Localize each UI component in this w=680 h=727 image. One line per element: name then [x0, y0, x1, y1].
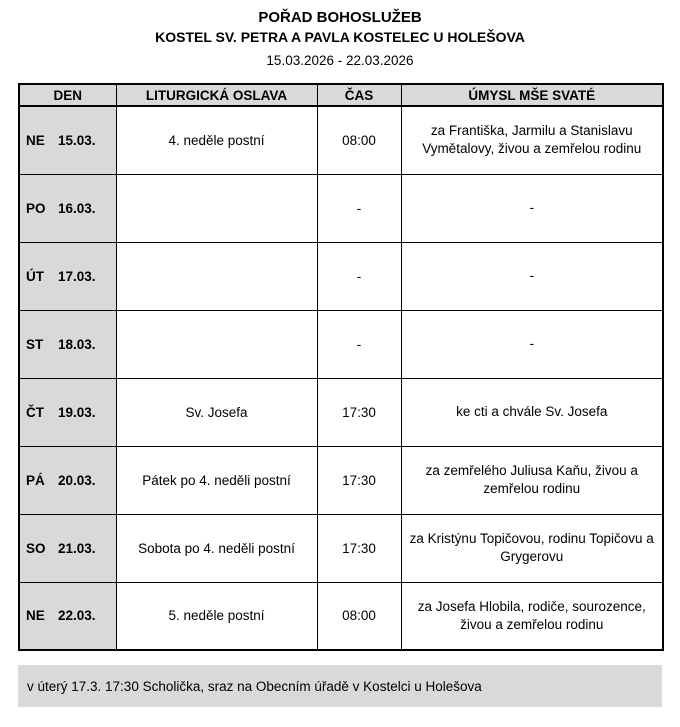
time-cell: 17:30	[317, 446, 401, 514]
day-date: 15.03.	[58, 132, 96, 148]
celebration-cell: 4. neděle postní	[116, 106, 317, 174]
time-cell: 08:00	[317, 106, 401, 174]
time-cell: 17:30	[317, 378, 401, 446]
celebration-cell	[116, 310, 317, 378]
day-code: ST	[26, 336, 44, 352]
celebration-cell: Pátek po 4. neděli postní	[116, 446, 317, 514]
intention-cell: -	[401, 310, 663, 378]
day-date: 22.03.	[58, 608, 96, 624]
column-header-den: DEN	[19, 84, 116, 106]
table-row	[19, 174, 663, 242]
celebration-cell	[116, 242, 317, 310]
intention-cell: za Josefa Hlobila, rodiče, sourozence, živou a zemřelou rodinu	[401, 582, 663, 650]
day-code: SO	[26, 540, 46, 556]
time-cell: -	[317, 310, 401, 378]
schedule-table	[18, 83, 664, 651]
day-cell	[19, 378, 116, 446]
table-row	[19, 310, 663, 378]
page-title: POŘAD BOHOSLUŽEB	[258, 9, 422, 26]
celebration-cell: Sobota po 4. neděli postní	[116, 514, 317, 582]
intention-cell: za Františka, Jarmilu a Stanislavu Vymětalovy, živou a zemřelou rodinu	[401, 106, 663, 174]
column-header-liturgicka-oslava: LITURGICKÁ OSLAVA	[116, 84, 317, 106]
table-row	[19, 242, 663, 310]
day-date: 16.03.	[58, 200, 96, 216]
day-code: ČT	[26, 404, 44, 420]
day-cell	[19, 582, 116, 650]
day-cell	[19, 106, 116, 174]
intention-cell: za zemřelého Juliusa Kaňu, živou a zemřelou rodinu	[401, 446, 663, 514]
day-code: NE	[26, 132, 45, 148]
day-date: 19.03.	[58, 404, 96, 420]
day-cell	[19, 514, 116, 582]
footer-note	[18, 665, 662, 707]
time-cell: -	[317, 242, 401, 310]
table-row	[19, 378, 663, 446]
day-code: NE	[26, 608, 45, 624]
table-row	[19, 582, 663, 650]
day-cell	[19, 242, 116, 310]
column-header-umysl: ÚMYSL MŠE SVATÉ	[401, 84, 663, 106]
day-cell	[19, 310, 116, 378]
day-cell	[19, 174, 116, 242]
celebration-cell: 5. neděle postní	[116, 582, 317, 650]
day-code: ÚT	[26, 268, 44, 284]
day-cell	[19, 446, 116, 514]
celebration-cell	[116, 174, 317, 242]
day-date: 17.03.	[58, 268, 96, 284]
day-date: 20.03.	[58, 472, 96, 488]
day-date: 18.03.	[58, 336, 96, 352]
day-code: PO	[26, 200, 46, 216]
intention-cell: ke cti a chvále Sv. Josefa	[401, 378, 663, 446]
table-row	[19, 446, 663, 514]
time-cell: -	[317, 174, 401, 242]
title-block	[18, 8, 662, 70]
celebration-cell: Sv. Josefa	[116, 378, 317, 446]
time-cell: 08:00	[317, 582, 401, 650]
intention-cell: za Kristýnu Topičovou, rodinu Topičovu a Grygerovu	[401, 514, 663, 582]
footer-note-text: v úterý 17.3. 17:30 Scholička, sraz na Obecním úřadě v Kostelci u Holešova	[27, 678, 482, 694]
intention-cell: -	[401, 174, 663, 242]
column-header-cas: ČAS	[317, 84, 401, 106]
day-code: PÁ	[26, 472, 45, 488]
day-date: 21.03.	[58, 540, 96, 556]
table-header-row	[19, 84, 663, 106]
intention-cell: -	[401, 242, 663, 310]
table-row	[19, 514, 663, 582]
table-row	[19, 106, 663, 174]
date-range: 15.03.2026 - 22.03.2026	[266, 53, 414, 68]
page-subtitle: KOSTEL SV. PETRA A PAVLA KOSTELEC U HOLEŠOVA	[155, 29, 525, 45]
time-cell: 17:30	[317, 514, 401, 582]
